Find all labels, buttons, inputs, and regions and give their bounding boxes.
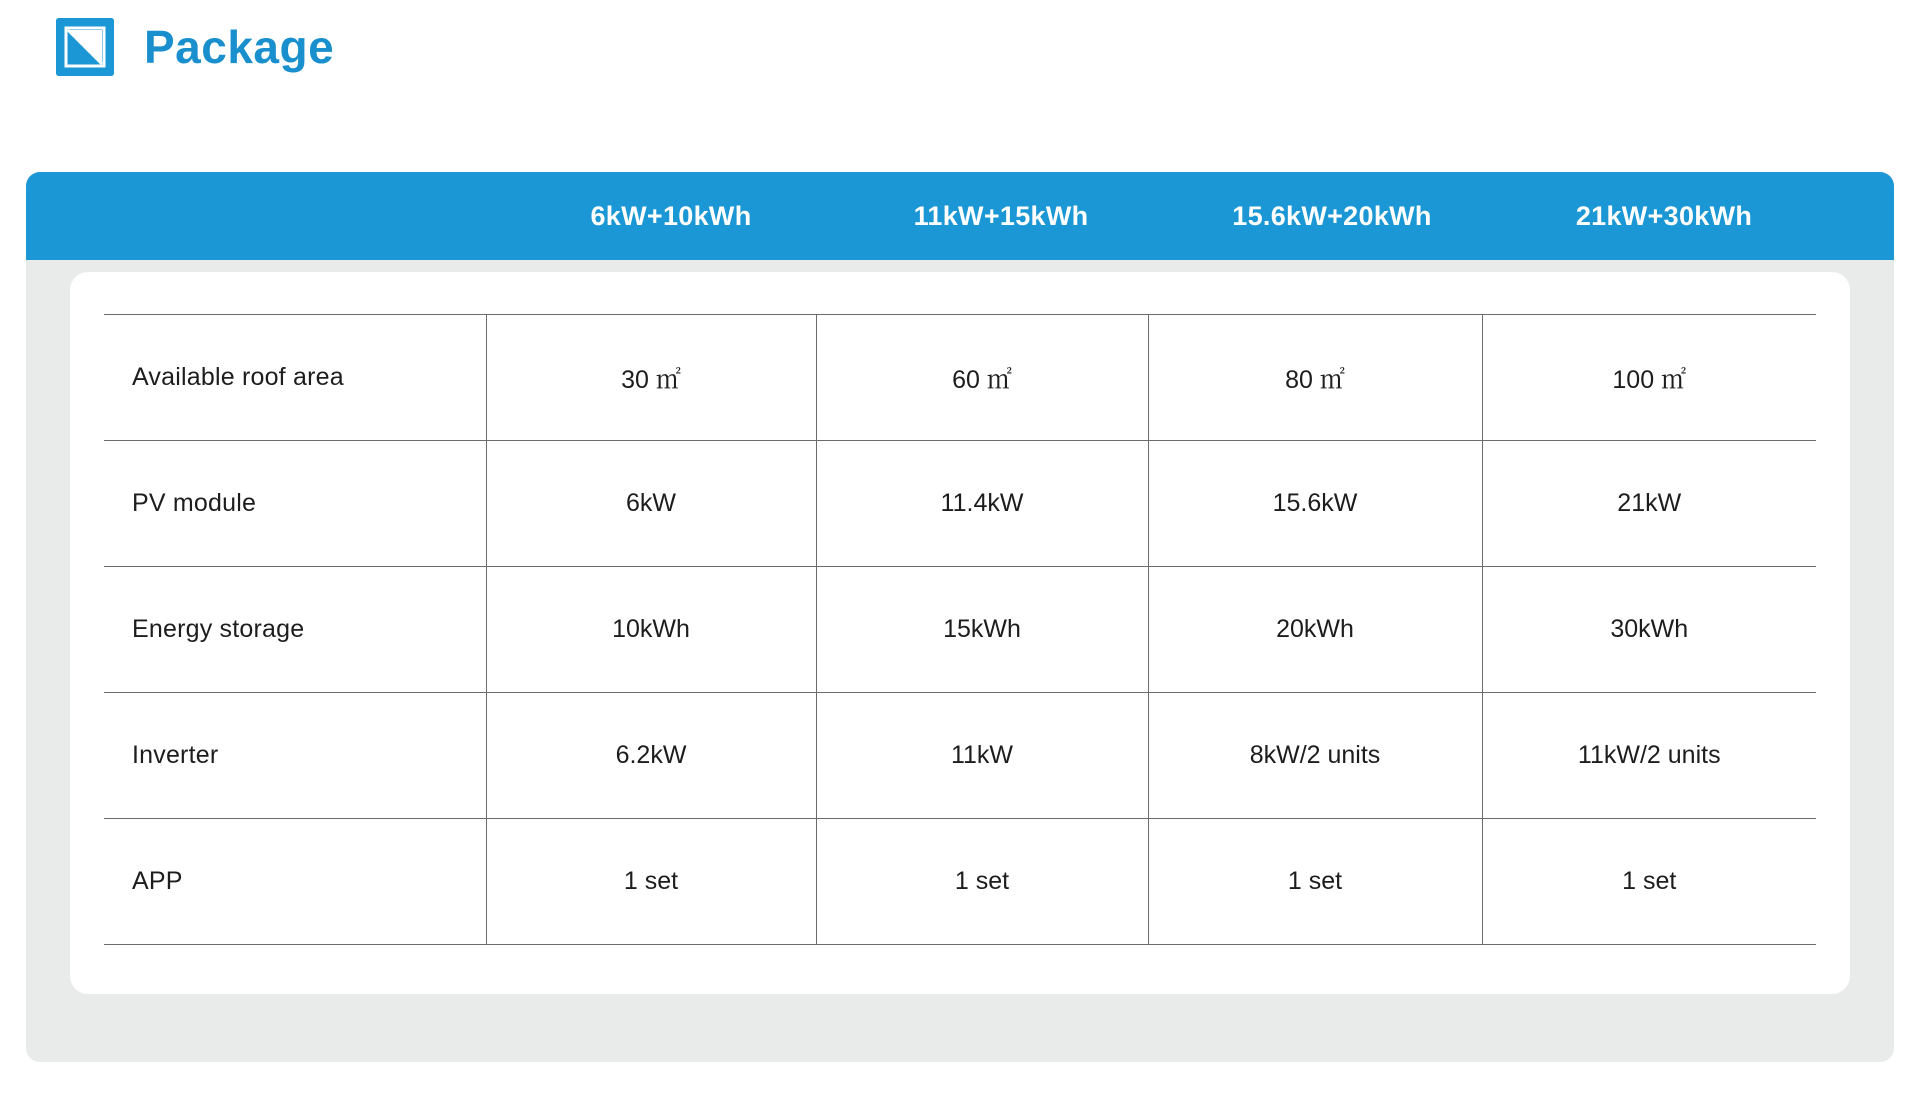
table-header-col-2: 11kW+15kWh <box>913 200 1089 231</box>
row-label: APP <box>104 819 486 945</box>
table-header-col-1: 6kW+10kWh <box>590 200 752 231</box>
table-row <box>104 441 1816 567</box>
panel-icon <box>56 18 114 76</box>
row-value: 1 set <box>816 819 1148 945</box>
row-value: 20kWh <box>1148 567 1482 693</box>
row-label: Inverter <box>104 693 486 819</box>
row-value: 21kW <box>1482 441 1816 567</box>
row-value: 30kWh <box>1482 567 1816 693</box>
row-value: 11kW <box>816 693 1148 819</box>
row-value: 100 ㎡ <box>1482 315 1816 441</box>
table-row <box>104 693 1816 819</box>
row-value: 15.6kW <box>1148 441 1482 567</box>
table-row <box>104 819 1816 945</box>
row-value: 6.2kW <box>486 693 816 819</box>
row-value: 11.4kW <box>816 441 1148 567</box>
row-value: 1 set <box>1148 819 1482 945</box>
table-body-panel <box>70 272 1850 994</box>
table-header-corner <box>26 172 506 260</box>
table-header-row <box>26 172 1894 260</box>
page-title: Package <box>144 21 335 73</box>
row-value: 8kW/2 units <box>1148 693 1482 819</box>
row-value: 1 set <box>486 819 816 945</box>
row-value: 15kWh <box>816 567 1148 693</box>
page-header <box>56 18 334 76</box>
spec-table <box>104 314 1816 945</box>
row-value: 60 ㎡ <box>816 315 1148 441</box>
table-header-col-4: 21kW+30kWh <box>1575 200 1753 231</box>
table-header-col-3: 15.6kW+20kWh <box>1232 200 1432 231</box>
row-value: 11kW/2 units <box>1482 693 1816 819</box>
row-value: 1 set <box>1482 819 1816 945</box>
row-value: 6kW <box>486 441 816 567</box>
package-table-card <box>26 172 1894 1062</box>
row-label: Available roof area <box>104 315 486 441</box>
row-label: PV module <box>104 441 486 567</box>
row-label: Energy storage <box>104 567 486 693</box>
row-value: 10kWh <box>486 567 816 693</box>
table-row <box>104 567 1816 693</box>
row-value: 30 ㎡ <box>486 315 816 441</box>
row-value: 80 ㎡ <box>1148 315 1482 441</box>
table-row <box>104 315 1816 441</box>
